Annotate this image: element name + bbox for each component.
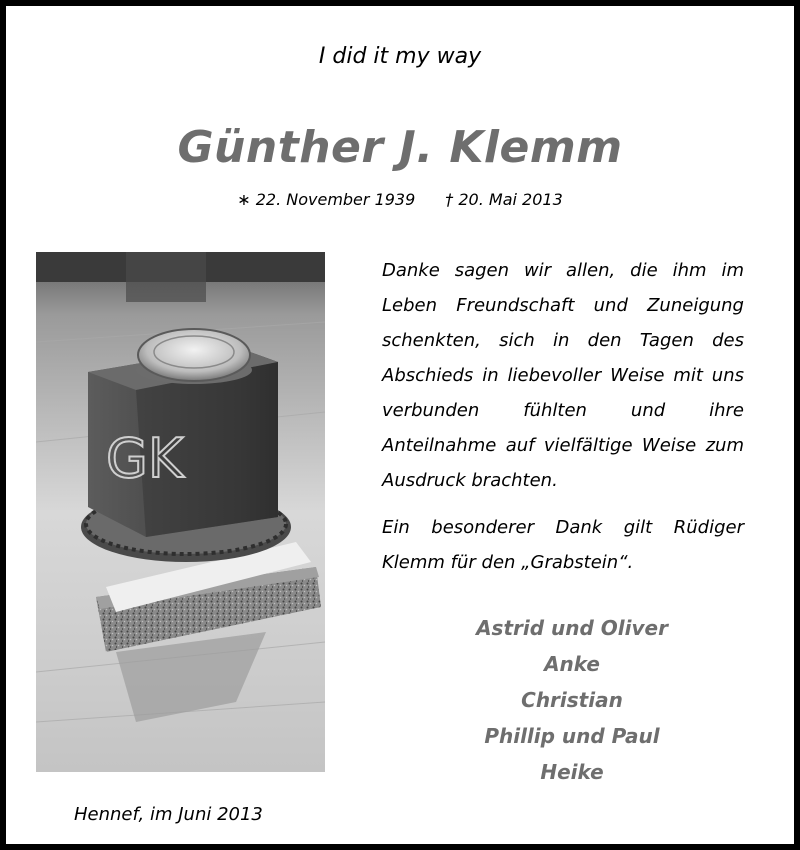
place-date: Hennef, im Juni 2013 [74,804,263,825]
signer: Heike [540,760,604,784]
bottle-cap-gravestone-photo [36,252,325,772]
signer: Astrid und Oliver [476,616,668,640]
deceased-name: Günther J. Klemm [177,122,623,173]
signer: Phillip und Paul [484,724,660,748]
life-dates [6,190,794,209]
special-thanks: Ein besonderer Dank gilt Rüdiger Klemm für den „Grabstein“. [382,517,744,573]
thanks-paragraph: Danke sagen wir allen, die ihm im Leben Freundschaft und Zuneigung schenkten, sich in den Tagen des Abschieds in liebevoller Weise mit uns verbunden fühlten und ihre Anteilnahme auf vielfältige Weise zum Ausdruck brachten. [382,260,744,491]
signer: Christian [521,688,623,712]
monogram: GK [106,427,184,490]
birth-date: ∗ 22. November 1939 [237,190,416,209]
death-date: † 20. Mai 2013 [445,190,563,209]
motto: I did it my way [318,44,482,69]
signers-list [422,610,722,790]
memorial-photo [36,252,325,772]
signer: Anke [544,652,600,676]
